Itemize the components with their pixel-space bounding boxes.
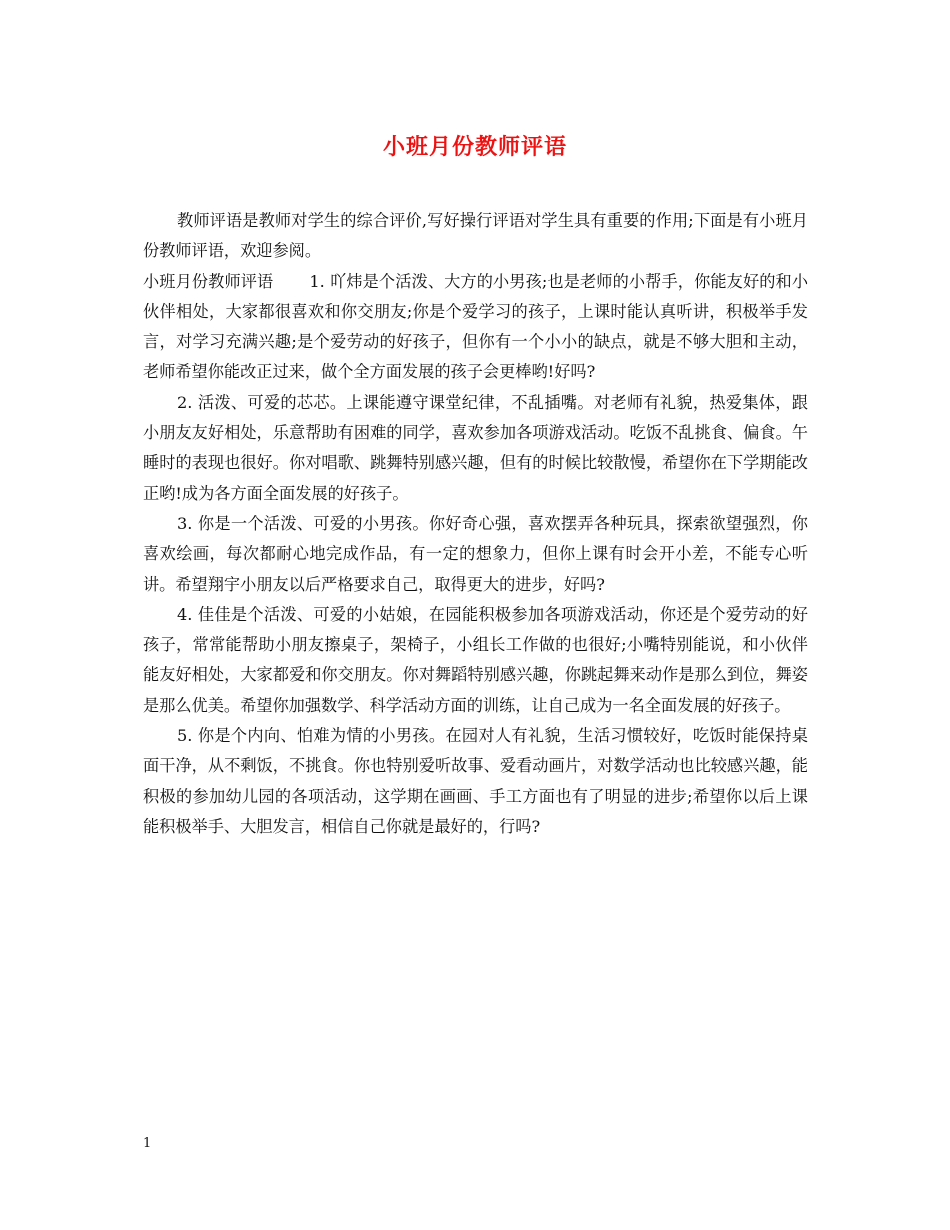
section-label: 小班月份教师评语 xyxy=(143,271,274,291)
paragraph-5: 5. 你是个内向、怕难为情的小男孩。在园对人有礼貌，生活习惯较好，吃饭时能保持桌面干净，从不剩饭，不挑食。你也特别爱听故事、爱看动画片，对数学活动也比较感兴趣，能积极的参加幼儿园的各项活动，这学期在画画、手工方面也有了明显的进步;希望你以后上课能积极举手、大胆发言，相信自己你就是最好的，行吗? xyxy=(143,726,808,836)
document-body xyxy=(143,206,808,842)
intro-paragraph: 教师评语是教师对学生的综合评价,写好操行评语对学生具有重要的作用;下面是有小班月份教师评语，欢迎参阅。 xyxy=(143,211,808,261)
paragraph-1 xyxy=(143,267,808,388)
document-title: 小班月份教师评语 xyxy=(382,134,567,160)
paragraph-2: 2. 活泼、可爱的芯芯。上课能遵守课堂纪律，不乱插嘴。对老师有礼貌，热爱集体，跟小朋友友好相处，乐意帮助有困难的同学，喜欢参加各项游戏活动。吃饭不乱挑食、偏食。午睡时的表现也很好。你对唱歌、跳舞特别感兴趣，但有的时候比较散慢，希望你在下学期能改正哟!成为各方面全面发展的好孩子。 xyxy=(143,392,808,503)
paragraph-3: 3. 你是一个活泼、可爱的小男孩。你好奇心强，喜欢摆弄各种玩具，探索欲望强烈，你喜欢绘画，每次都耐心地完成作品，有一定的想象力，但你上课有时会开小差，不能专心听讲。希望翔宇小朋友以后严格要求自己，取得更大的进步，好吗? xyxy=(143,513,808,594)
paragraph-4: 4. 佳佳是个活泼、可爱的小姑娘，在园能积极参加各项游戏活动，你还是个爱劳动的好孩子，常常能帮助小朋友擦桌子，架椅子，小组长工作做的也很好;小嘴特别能说，和小伙伴能友好相处，大家都爱和你交朋友。你对舞蹈特别感兴趣，你跳起舞来动作是那么到位，舞姿是那么优美。希望你加强数学、科学活动方面的训练，让自己成为一名全面发展的好孩子。 xyxy=(143,604,808,715)
page-number: 1 xyxy=(143,1136,152,1151)
paragraph-1-text: 1. 吖炜是个活泼、大方的小男孩;也是老师的小帮手，你能友好的和小伙伴相处，大家都很喜欢和你交朋友;你是个爱学习的孩子，上课时能认真听讲，积极举手发言，对学习充满兴趣;是个爱劳动的好孩子，但你有一个小小的缺点，就是不够大胆和主动，老师希望你能改正过来，做个全方面发展的孩子会更棒哟!好吗? xyxy=(143,271,809,382)
